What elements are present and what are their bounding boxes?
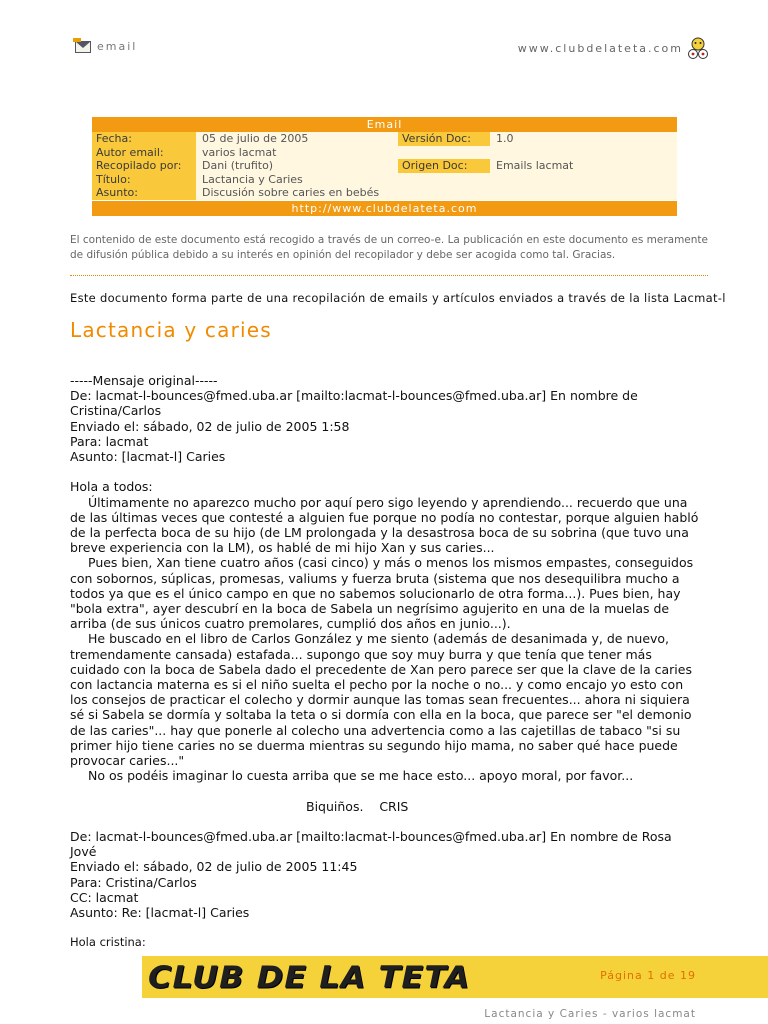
header-line: Asunto: [lacmat-l] Caries xyxy=(70,449,226,465)
footer-logo: CLUB DE LA TETA xyxy=(148,958,471,996)
club-logo-icon xyxy=(686,36,710,60)
header-line: Enviado el: sábado, 02 de julio de 2005 11:45 xyxy=(70,859,358,875)
disclaimer-line: de difusión pública debido a su interés en opinión del recopilador y debe ser acogida como tal. Gracias. xyxy=(70,249,616,261)
header-line: Enviado el: sábado, 02 de julio de 2005 1:58 xyxy=(70,418,350,434)
header-line: Para: lacmat xyxy=(70,433,149,449)
metadata-value: 05 de julio de 2005 xyxy=(196,132,398,146)
header-line: Cristina/Carlos xyxy=(70,403,162,419)
metadata-value: Dani (trufito) xyxy=(196,159,398,173)
page-number: Página 1 de 19 xyxy=(600,969,696,982)
signature: Biquiños. CRIS xyxy=(306,798,409,814)
envelope-icon xyxy=(75,41,91,53)
message-paragraph: Pues bien, Xan tiene cuatro años (casi cinco) y más o menos los mismos empastes, conseguidos con sobornos, súplicas, promesas, valiums y fuerza bruta (sistema que nos desequilibra mucho a todos ya que es el único campo en que no sabemos solucionarlo de otra forma...). Pues bien, hay "bola extra", ayer descubrí en la boca de Sabela un negrísimo agujerito en una de la muelas de arriba (de sus únicos cuatro premolares, cumplió dos años en junio...). xyxy=(70,555,694,632)
metadata-value: Emails lacmat xyxy=(490,159,677,173)
metadata-empty-cell xyxy=(398,146,677,160)
document-metadata-table xyxy=(92,117,677,216)
email-link[interactable] xyxy=(75,40,137,53)
message-paragraph: He buscado en el libro de Carlos González y me siento (además de desanimada y, de nuevo, tremendamente cansada) estafada... supongo que soy muy burra y que tenía que tener más cuidado con la boca de Sabela dado el precedente de Xan pero parece ser que la clave de la caries con lactancia materna es si el niño suelta el pecho por la noche o no... y como encajo yo esto con los consejos de practicar el colecho y dormir aunque las tomas sean frecuentes... ahora ni siquiera sé si Sabela se dormía y soltaba la teta o si dormía con ella en la boca, que parece ser "el demonio de las caries"... hay que ponerle al colecho una advertencia como a las cajetillas de tabaco "si su primer hijo tiene caries no se duerma mientras su segundo hijo mama, no saber qué hace puede provocar caries..." xyxy=(70,631,692,769)
metadata-value: 1.0 xyxy=(490,132,677,146)
document-title: Lactancia y caries xyxy=(70,318,272,342)
header-line: Asunto: Re: [lacmat-l] Caries xyxy=(70,905,250,921)
header-line: Para: Cristina/Carlos xyxy=(70,874,197,890)
footer-note: Lactancia y Caries - varios lacmat xyxy=(484,1008,696,1020)
email-body xyxy=(70,373,700,951)
metadata-label: Título: xyxy=(92,173,196,187)
disclaimer-line: El contenido de este documento está recogido a través de un correo-e. La publicación en este documento es meramente xyxy=(70,234,709,246)
intro-text: Este documento forma parte de una recopilación de emails y artículos enviados a través de la lista Lacmat-l xyxy=(70,291,726,305)
metadata-empty-cell xyxy=(398,173,677,187)
header-line: De: lacmat-l-bounces@fmed.uba.ar [mailto:lacmat-l-bounces@fmed.uba.ar] En nombre de Rosa Jové xyxy=(70,829,672,860)
metadata-title: Email xyxy=(92,117,677,132)
header-line: De: lacmat-l-bounces@fmed.uba.ar [mailto:lacmat-l-bounces@fmed.uba.ar] En nombre de xyxy=(70,388,638,404)
metadata-value: Discusión sobre caries en bebés xyxy=(196,186,398,200)
metadata-label: Autor email: xyxy=(92,146,196,160)
site-url[interactable]: www.clubdelateta.com xyxy=(517,42,683,55)
header-line: -----Mensaje original----- xyxy=(70,373,218,388)
divider xyxy=(70,275,708,276)
metadata-label: Recopilado por: xyxy=(92,159,196,173)
metadata-label: Asunto: xyxy=(92,186,196,200)
metadata-row xyxy=(92,132,677,146)
disclaimer xyxy=(70,233,710,263)
metadata-row xyxy=(92,173,677,187)
metadata-label: Origen Doc: xyxy=(398,159,490,173)
message-header xyxy=(70,373,700,464)
metadata-label: Fecha: xyxy=(92,132,196,146)
reply-header xyxy=(70,829,700,920)
message-paragraph: Últimamente no aparezco mucho por aquí pero sigo leyendo y aprendiendo... recuerdo que una de las últimas veces que contesté a alguien fue porque no podía no contestar, porque alguien habló de la perfecta boca de su hijo (de LM prolongada y la desastrosa boca de su sobrina (que tuvo una breve experiencia con la LM), os hablé de mi hijo Xan y sus caries... xyxy=(70,494,699,556)
metadata-row xyxy=(92,186,677,200)
metadata-footer-url[interactable]: http://www.clubdelateta.com xyxy=(92,201,677,216)
message-paragraph: No os podéis imaginar lo cuesta arriba que se me hace esto... apoyo moral, por favor... xyxy=(88,768,634,784)
email-link-label: email xyxy=(97,40,138,53)
message-paragraphs xyxy=(70,495,700,784)
metadata-value: varios lacmat xyxy=(196,146,398,160)
greeting: Hola cristina: xyxy=(70,935,146,950)
metadata-empty-cell xyxy=(398,186,677,200)
metadata-row xyxy=(92,146,677,160)
metadata-value: Lactancia y Caries xyxy=(196,173,398,187)
header-line: CC: lacmat xyxy=(70,889,139,905)
metadata-label: Versión Doc: xyxy=(398,132,490,146)
metadata-row xyxy=(92,159,677,173)
greeting: Hola a todos: xyxy=(70,479,153,495)
